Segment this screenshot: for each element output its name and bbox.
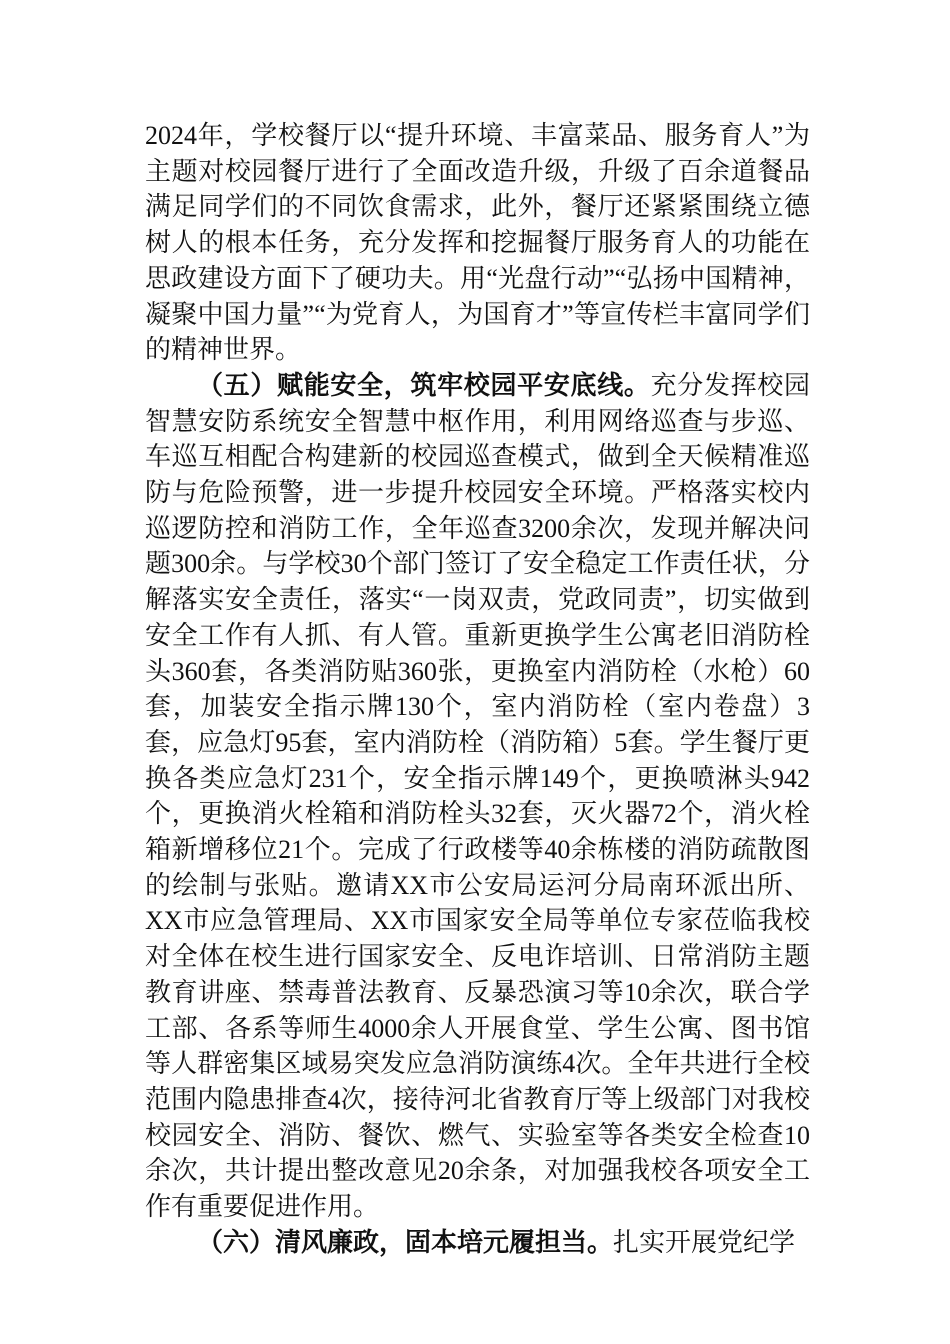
document-body	[145, 118, 810, 1261]
paragraph-integrity	[145, 1225, 810, 1261]
paragraph-safety-heading: （五）赋能安全，筑牢校园平安底线。	[197, 370, 651, 400]
paragraph-safety	[145, 368, 810, 1225]
paragraph-integrity-text: 扎实开展党纪学	[613, 1227, 796, 1257]
paragraph-integrity-heading: （六）清风廉政，固本培元履担当。	[197, 1227, 614, 1257]
paragraph-canteen	[145, 118, 810, 368]
paragraph-canteen-text: 2024年，学校餐厅以“提升环境、丰富菜品、服务育人”为主题对校园餐厅进行了全面改造升级，升级了百余道餐品满足同学们的不同饮食需求，此外，餐厅还紧紧围绕立德树人的根本任务，充分发挥和挖掘餐厅服务育人的功能在思政建设方面下了硬功夫。用“光盘行动”“弘扬中国精神，凝聚中国力量”“为党育人，为国育才”等宣传栏丰富同学们的精神世界。	[145, 121, 810, 365]
paragraph-safety-text: 充分发挥校园智慧安防系统安全智慧中枢作用，利用网络巡查与步巡、车巡互相配合构建新的校园巡查模式，做到全天候精准巡防与危险预警，进一步提升校园安全环境。严格落实校内巡逻防控和消防工作，全年巡查3200余次，发现并解决问题300余。与学校30个部门签订了安全稳定工作责任状，分解落实安全责任，落实“一岗双责，党政同责”，切实做到安全工作有人抓、有人管。重新更换学生公寓老旧消防栓头360套，各类消防贴360张，更换室内消防栓（水枪）60套，加装安全指示牌130个，室内消防栓（室内卷盘）3套，应急灯95套，室内消防栓（消防箱）5套。学生餐厅更换各类应急灯231个，安全指示牌149个，更换喷淋头942个，更换消火栓箱和消防栓头32套，灭火器72个，消火栓箱新增移位21个。完成了行政楼等40余栋楼的消防疏散图的绘制与张贴。邀请XX市公安局运河分局南环派出所、XX市应急管理局、XX市国家安全局等单位专家莅临我校对全体在校生进行国家安全、反电诈培训、日常消防主题教育讲座、禁毒普法教育、反暴恐演习等10余次，联合学工部、各系等师生4000余人开展食堂、学生公寓、图书馆等人群密集区域易突发应急消防演练4次。全年共进行全校范围内隐患排查4次，接待河北省教育厅等上级部门对我校校园安全、消防、餐饮、燃气、实验室等各类安全检查10余次，共计提出整改意见20余条，对加强我校各项安全工作有重要促进作用。	[145, 370, 810, 1222]
